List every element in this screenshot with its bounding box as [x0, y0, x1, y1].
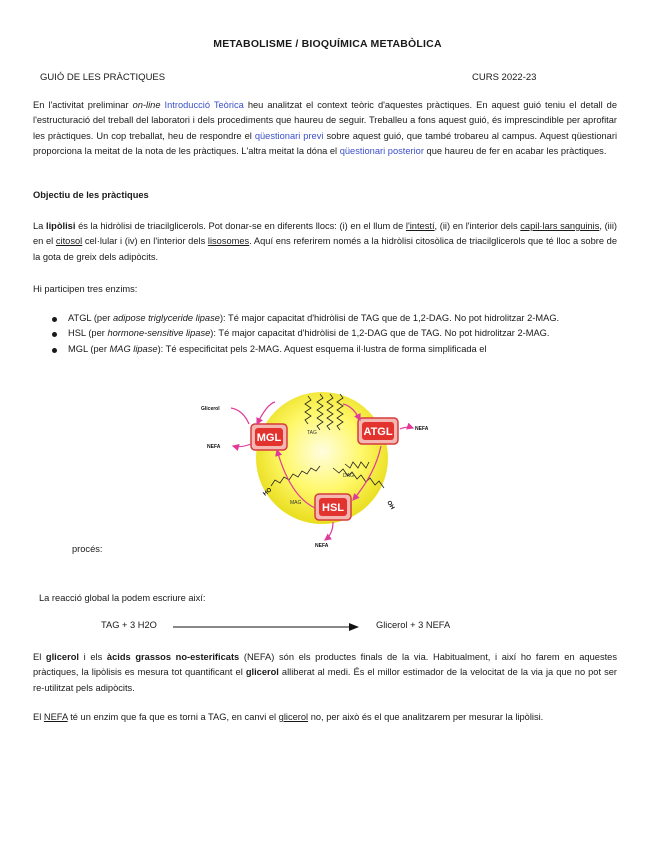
- glicerol-label: Glicerol: [201, 406, 220, 412]
- svg-text:HSL: HSL: [322, 502, 344, 514]
- list-item: HSL (per hormone-sensitive lipase): Té major capacitat d'hidròlisi de 1,2-DAG que de TAG. No pot hidrolitzar 2-MAG.: [46, 326, 617, 341]
- svg-text:ATGL: ATGL: [363, 426, 393, 438]
- nefa-label-bottom: NEFA: [315, 543, 329, 549]
- list-item: ATGL (per adipose triglyceride lipase): Té major capacitat d'hidròlisi de TAG que de 1,2-DAG. No pot hidrolitzar 2-MAG.: [46, 311, 617, 326]
- mag-label: MAG: [290, 500, 302, 506]
- hsl-box: [315, 494, 351, 520]
- link-intesti[interactable]: l'intestí: [405, 221, 435, 231]
- page-title: METABOLISME / BIOQUÍMICA METABÒLICA: [213, 38, 442, 50]
- list-item: MGL (per MAG lipase): Té especificitat pels 2-MAG. Aquest esquema il·lustra de forma simplificada el: [46, 342, 617, 357]
- link-citosol[interactable]: citosol: [55, 236, 83, 247]
- intro-paragraph: En l'activitat preliminar on-line Introducció Teòrica heu analitzat el context teòric d'aquestes pràctiques. En aquest guió teniu el detall de l'estructuració del treball del laboratori i dels procediments que haureu de seguir. Treballeu a fons aquest guió, és imprescindible per aprofitar les pràctiques. Un cop treballat, heu de respondre el qüestionari previ sobre aquest guió, que també trobareu al campus. Aquest qüestionari proporciona la meitat de la nota de les pràctiques. L'altra meitat la dóna el qüestionari posterior que haureu de fer en acabar les pràctiques.: [33, 100, 618, 156]
- mgl-box: [251, 424, 287, 450]
- lipolysis-paragraph: La lipòlisi és la hidròlisi de triacilglicerols. Pot donar-se en diferents llocs: (i) en el llum de l'intestí, (ii) en l'interior dels capil·lars sanguinis, (iii) en el citosol cel·lular i (iv) en l'interior dels lisosomes. Aquí ens referirem només a la hidròlisi citosòlica de triacilglicerols que té lloc a sobre de la gota de greix dels adipòcits.: [33, 221, 617, 262]
- link-glicerol[interactable]: glicerol: [278, 712, 309, 722]
- link-lisosomes[interactable]: lisosomes: [207, 236, 250, 247]
- tag-label: TAG: [307, 430, 317, 436]
- course-year: CURS 2022-23: [472, 72, 537, 83]
- reaction-left: TAG + 3 H2O: [101, 620, 157, 630]
- reaction-right: Glicerol + 3 NEFA: [376, 620, 451, 630]
- lipolysis-diagram: [195, 384, 445, 550]
- oh-label: OH: [385, 500, 395, 511]
- enzyme-list: [46, 311, 617, 357]
- link-introduccio-teorica[interactable]: Introducció Teòrica: [164, 100, 244, 110]
- nefa-label-right: NEFA: [415, 426, 429, 432]
- nefa-label-left: NEFA: [207, 444, 221, 450]
- nefa-paragraph: El NEFA té un enzim que fa que es torni a TAG, en canvi el glicerol no, per això és el que analitzarem per mesurar la lipòlisi.: [33, 712, 544, 722]
- reaction-arrow: [171, 622, 361, 632]
- link-questionari-posterior[interactable]: qüestionari posterior: [339, 145, 424, 156]
- link-questionari-previ[interactable]: qüestionari previ: [254, 130, 324, 141]
- process-word: procés:: [72, 544, 103, 554]
- objective-heading: Objectiu de les pràctiques: [33, 190, 149, 200]
- atgl-box: [358, 418, 398, 444]
- link-capillars[interactable]: capil·lars sanguinis: [520, 221, 600, 231]
- reaction-intro: La reacció global la podem escriure així:: [39, 593, 206, 603]
- svg-text:MGL: MGL: [256, 432, 282, 444]
- link-nefa[interactable]: NEFA: [43, 712, 68, 722]
- guide-heading: GUIÓ DE LES PRÀCTIQUES: [40, 72, 166, 83]
- dag-label: DAG: [343, 473, 354, 479]
- enzymes-intro: Hi participen tres enzims:: [33, 284, 138, 294]
- products-paragraph: El glicerol i els àcids grassos no-esterificats (NEFA) són els productes finals de la via. Habitualment, i així ho farem en aquestes pràctiques, la lipòlisis es mesura tot quantificant el glicerol alliberat al medi. És el millor estimador de la velocitat de la via ja que no pot ser re-utilitzat pels adipòcits.: [33, 652, 618, 693]
- ho-label: HO: [262, 487, 274, 498]
